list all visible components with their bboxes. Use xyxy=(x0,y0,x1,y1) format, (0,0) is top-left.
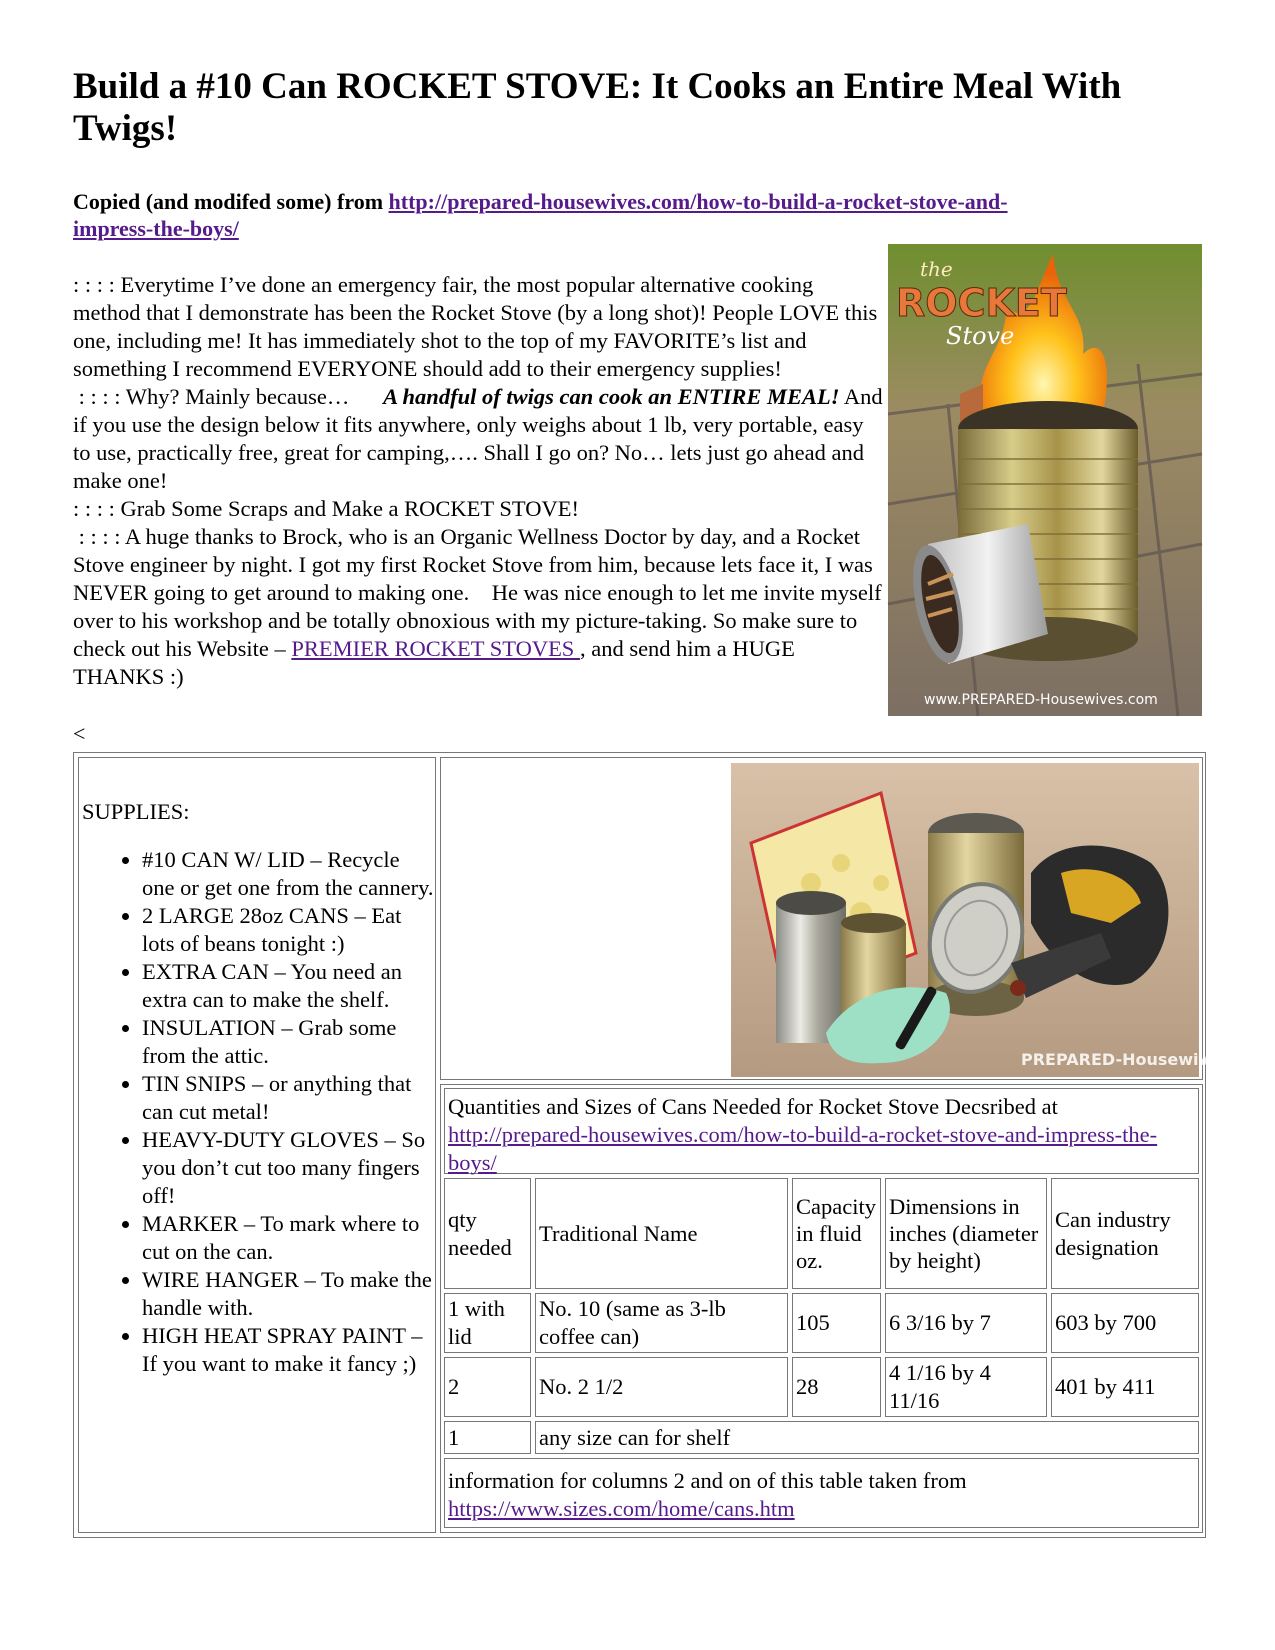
supply-item: • 2 LARGE 28oz CANS – Eat lots of beans tonight :) xyxy=(142,902,435,958)
cans-caption: Quantities and Sizes of Cans Needed for Rocket Stove Decsribed at http://prepared-housewives.com/how-to-build-a-rocket-stove-and-impress-the-boys/ xyxy=(444,1088,1199,1174)
header-designation: Can industry designation xyxy=(1051,1178,1199,1289)
header-traditional-name: Traditional Name xyxy=(535,1178,788,1289)
supply-item: • EXTRA CAN – You need an extra can to make the shelf. xyxy=(142,958,435,1014)
supplies-photo-watermark: PREPARED-Housewives xyxy=(1021,1050,1230,1069)
hero-title-stove: Stove xyxy=(946,322,1015,350)
row1-qty: 1 with lid xyxy=(444,1293,531,1353)
row2-capacity: 28 xyxy=(792,1357,881,1417)
row1-name: No. 10 (same as 3-lb coffee can) xyxy=(535,1293,788,1353)
supplies-list xyxy=(82,846,435,1378)
supply-item: • WIRE HANGER – To make the handle with. xyxy=(142,1266,435,1322)
hero-title-the: the xyxy=(920,257,953,281)
supply-item: • INSULATION – Grab some from the attic. xyxy=(142,1014,435,1070)
intro-paragraph-3: : : : : Grab Some Scraps and Make a ROCKET STOVE! xyxy=(73,496,579,521)
row2-qty: 2 xyxy=(444,1357,531,1417)
rocket-stove-photo xyxy=(888,244,1202,716)
row2-name: No. 2 1/2 xyxy=(535,1357,788,1417)
supplies-title: SUPPLIES: xyxy=(82,799,190,824)
supply-item: • HEAVY-DUTY GLOVES – So you don’t cut too many fingers off! xyxy=(142,1126,435,1210)
row2-dimensions: 4 1/16 by 4 11/16 xyxy=(885,1357,1047,1417)
supply-item: • MARKER – To mark where to cut on the can. xyxy=(142,1210,435,1266)
supplies-image-cell xyxy=(440,757,1230,1080)
intro-paragraph-1: : : : : Everytime I’ve done an emergency fair, the most popular alternative cooking method that I demonstrate has been the Rocket Stove (by a long shot)! People LOVE this one, including me! It has immediately shot to the top of my FAVORITE’s list and something I recommend EVERYONE should add to their emergency supplies! xyxy=(73,272,878,381)
intro-paragraph-4: : : : : A huge thanks to Brock, who is an Organic Wellness Doctor by day, and a Rocket Stove engineer by night. I got my first Rocket Stove from him, because lets face it, I was NEVER going to get around to making one. He was nice enough to let me invite myself over to his workshop and be totally obnoxious with my picture-taking. So make sure to check out his Website – PREMIER ROCKET STOVES , and send him a HUGE THANKS :) xyxy=(73,524,888,689)
cans-caption-link[interactable]: http://prepared-housewives.com/how-to-build-a-rocket-stove-and-impress-the-boys/ xyxy=(448,1122,1158,1175)
header-dimensions: Dimensions in inches (diameter by height) xyxy=(885,1178,1047,1289)
intro-text xyxy=(73,271,888,691)
row1-capacity: 105 xyxy=(792,1293,881,1353)
cans-table xyxy=(440,1084,1203,1533)
row2-designation: 401 by 411 xyxy=(1051,1357,1199,1417)
hero-title-rocket: ROCKET xyxy=(896,281,1067,325)
supplies-cell xyxy=(78,757,436,1533)
hero-watermark: www.PREPARED-Housewives.com xyxy=(924,692,1158,708)
premier-rocket-stoves-link[interactable]: PREMIER ROCKET STOVES xyxy=(291,636,580,661)
source-link[interactable]: http://prepared-housewives.com/how-to-build-a-rocket-stove-and- impress-the-boys/ xyxy=(73,189,1008,241)
row1-designation: 603 by 700 xyxy=(1051,1293,1199,1353)
supply-item: • TIN SNIPS – or anything that can cut metal! xyxy=(142,1070,435,1126)
sizes-link[interactable]: https://www.sizes.com/home/cans.htm xyxy=(448,1496,795,1521)
header-qty: qty needed xyxy=(444,1178,531,1289)
intro-paragraph-2: : : : : Why? Mainly because… A handful of twigs can cook an ENTIRE MEAL! And if you use the design below it fits anywhere, only weighs about 1 lb, very portable, easy to use, practically free, great for camping,…. Shall I go on? No… lets just go ahead and make one! xyxy=(73,384,883,493)
right-column xyxy=(440,757,1230,1533)
cans-footer: information for columns 2 and on of this table taken from https://www.sizes.com/home/cans.htm xyxy=(444,1458,1199,1528)
row3-qty: 1 xyxy=(444,1421,531,1454)
row3-name: any size can for shelf xyxy=(535,1421,1199,1454)
supply-item: • #10 CAN W/ LID – Recycle one or get one from the cannery. xyxy=(142,846,435,902)
supply-item: • HIGH HEAT SPRAY PAINT – If you want to make it fancy ;) xyxy=(142,1322,435,1378)
header-capacity: Capacity in fluid oz. xyxy=(792,1178,881,1289)
supplies-table xyxy=(73,752,1230,1538)
supplies-photo xyxy=(731,763,1230,1077)
emphasis-text: A handful of twigs can cook an ENTIRE MEAL! xyxy=(383,384,840,409)
row1-dimensions: 6 3/16 by 7 xyxy=(885,1293,1047,1353)
source-prefix: Copied (and modifed some) from xyxy=(73,189,389,214)
stray-character: < xyxy=(73,721,86,746)
page-title: Build a #10 Can ROCKET STOVE: It Cooks an Entire Meal With Twigs! xyxy=(73,66,1122,149)
source-line xyxy=(73,188,1203,242)
